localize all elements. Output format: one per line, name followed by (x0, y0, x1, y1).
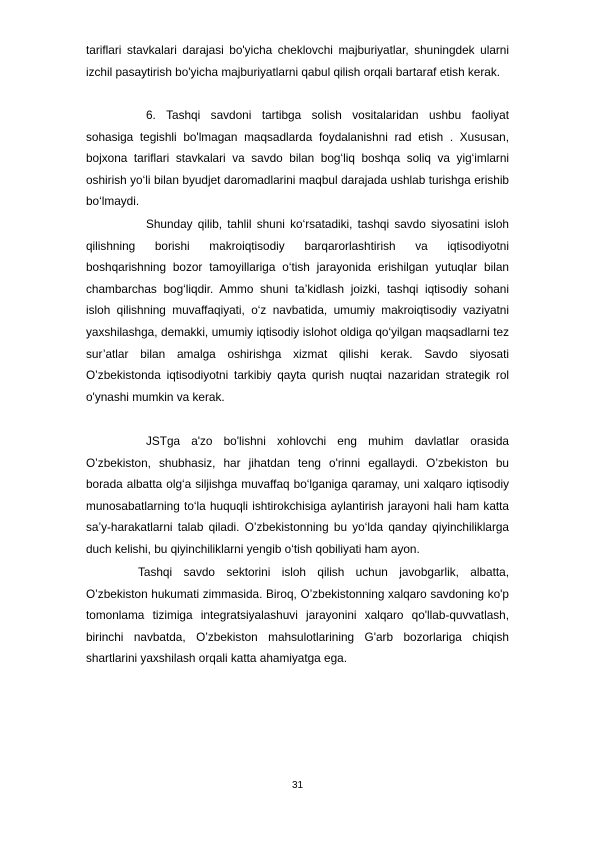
paragraph-point-6: 6. Tashqi savdoni tartibga solish vositalaridan ushbu faoliyat sohasiga tegishli bo'lmagan maqsadlarda foydalanishni rad etish . Xususan, bojxona tariflari stavkalari va savdo bilan bog‘liq boshqa soliq va yig‘imlarni oshirish yo‘li bilan byudjet daromadlarini maqbul darajada ushlab turishga erishib bo‘lmaydi. (86, 108, 509, 209)
paragraph-reform-responsibility: Tashqi savdo sektorini isloh qilish uchun javobgarlik, albatta, O’zbekiston hukumati zimmasida. Biroq, O’zbekistonning xalqaro savdoning ko'p tomonlama tizimiga integratsiyalashuvi jarayonini xalqaro qo'llab-quvvatlash, birinchi navbatda, O’zbekiston mahsulotlarining G'arb bozorlariga chiqish shartlarini yaxshilash orqali katta ahamiyatga ega. (86, 565, 509, 666)
paragraph-wto-membership: JSTga a'zo bo'lishni xohlovchi eng muhim davlatlar orasida O’zbekiston, shubhasiz, har jihatdan teng o'rinni egallaydi. O’zbekiston bu borada albatta olg‘a siljishga muvaffaq bo‘lganiga qaramay, uni xalqaro iqtisodiy munosabatlarning to‘la huquqli ishtirokchisiga aylantirish jarayoni hali ham katta sa’y-harakatlarni talab qiladi. O’zbekistonning bu yo‘lda qanday qiyinchiliklarga duch kelishi, bu qiyinchiliklarni yengib o‘tish qobiliyati ham ayon. (86, 434, 509, 556)
page-number: 31 (291, 780, 304, 791)
paragraph-continuation: tariflari stavkalari darajasi bo'yicha cheklovchi majburiyatlar, shuningdek ularni izchil pasaytirish bo'yicha majburiyatlarni qabul qilish orqali bartaraf etish kerak. (86, 43, 509, 79)
paragraph-analysis: Shunday qilib, tahlil shuni ko‘rsatadiki, tashqi savdo siyosatini isloh qilishning borishi makroiqtisodiy barqarorlashtirish va iqtisodiyotni boshqarishning bozor tamoyillariga o‘tish jarayonida erishilgan yutuqlar bilan chambarchas bog‘liqdir. Ammo shuni ta’kidlash joizki, tashqi iqtisodiy sohani isloh qilishning muvaffaqiyati, o‘z navbatida, umumiy makroiqtisodiy vaziyatni yaxshilashga, demakki, umumiy iqtisodiy islohot oldiga qo‘yilgan maqsadlarni tez sur’atlar bilan amalga oshirishga xizmat qilishi kerak. Savdo siyosati O’zbekistonda iqtisodiyotni tarkibiy qayta qurish nuqtai nazaridan strategik rol o'ynashi mumkin va kerak. (86, 217, 509, 404)
